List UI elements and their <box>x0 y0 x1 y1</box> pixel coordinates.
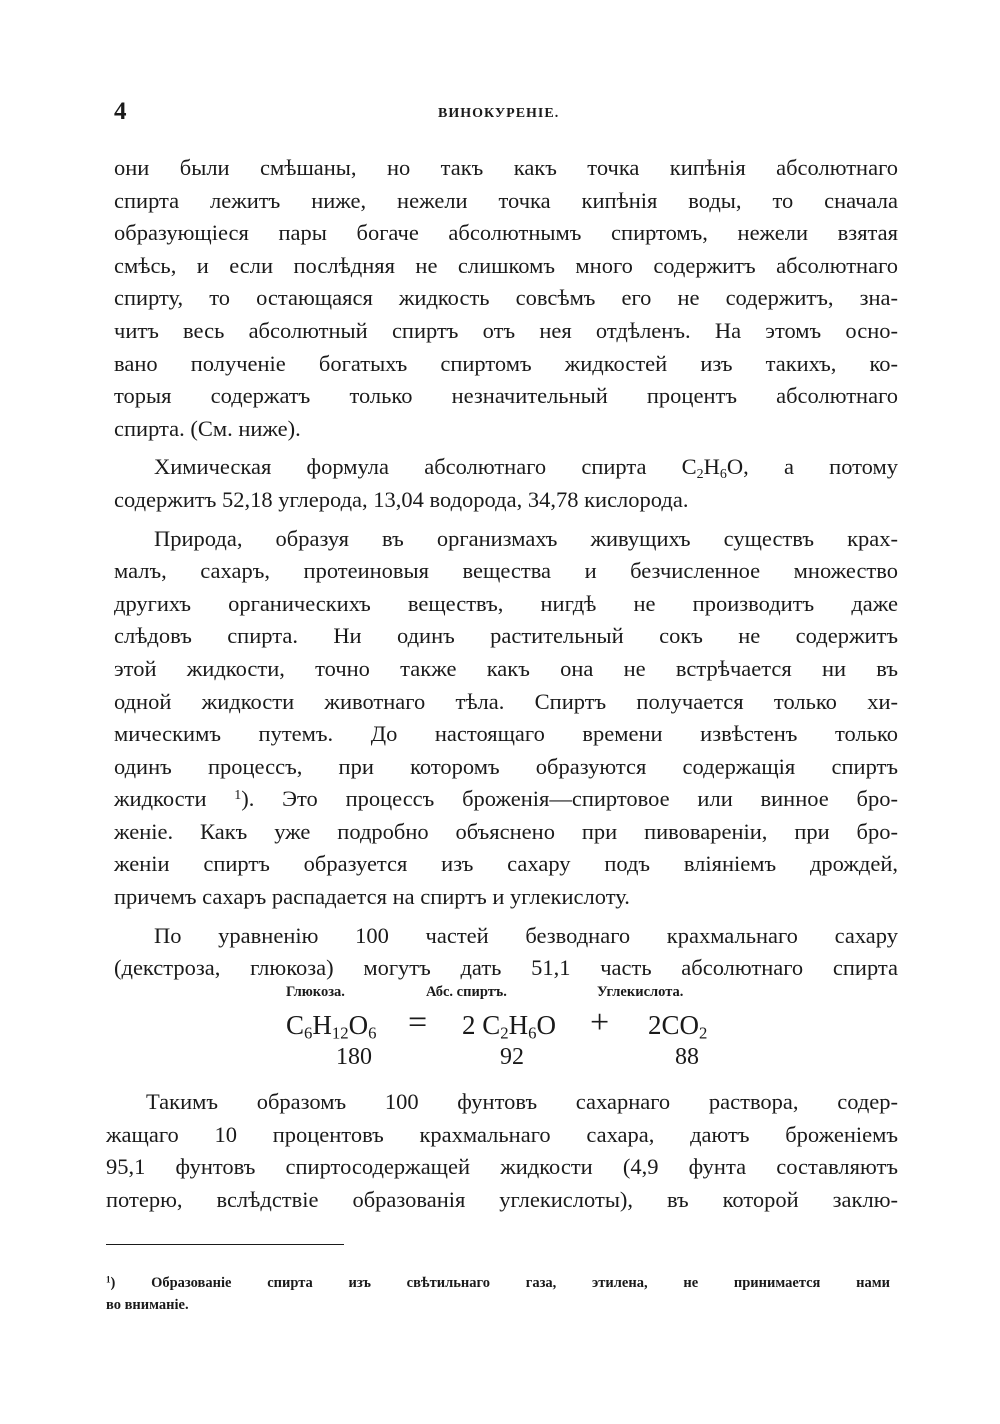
footnote-line: во вниманіе. <box>106 1297 189 1313</box>
subscript: 2 <box>696 467 704 483</box>
text-line: этой жидкости, точно также какъ она не встрѣчается ни въ <box>114 655 898 681</box>
co2-formula: $2CO_2$ <box>648 1010 708 1043</box>
weight-glucose: 180 <box>336 1044 372 1070</box>
text-line: потерю, вслѣдствіе образованія углекислоты), въ которой заклю- <box>106 1186 898 1212</box>
text-line: вано полученіе богатыхъ спиртомъ жидкостей изъ такихъ, ко- <box>114 350 898 376</box>
text-line: причемъ сахаръ распадается на спиртъ и углекислоту. <box>114 884 630 910</box>
text-line: другихъ органическихъ веществъ, нигдѣ не производитъ даже <box>114 590 898 616</box>
text-line: малъ, сахаръ, протеиновыя вещества и безчисленное множество <box>114 558 898 584</box>
text-line: читъ весь абсолютный спиртъ отъ нея отдѣленъ. На этомъ осно- <box>114 317 898 343</box>
footnote-mark: 1 <box>106 1274 111 1285</box>
subscript: 6 <box>719 467 727 483</box>
body-text-top <box>114 152 898 985</box>
text-line: По уравненію 100 частей безводнаго крахмальнаго сахару <box>154 922 898 948</box>
text-line: одной жидкости животнаго тѣла. Спиртъ получается только хи- <box>114 688 898 714</box>
text-line: смѣсь, и если послѣдняя не слишкомъ много содержитъ абсолютнаго <box>114 252 898 278</box>
weight-alcohol: 92 <box>500 1044 524 1070</box>
plus-sign: + <box>590 1004 610 1041</box>
footnote <box>106 1272 890 1316</box>
text-line: содержитъ 52,18 углерода, 13,04 водорода, 34,78 кислорода. <box>114 486 689 512</box>
text-line: образующіеся пары богаче абсолютнымъ спиртомъ, нежели взятая <box>114 220 898 246</box>
weight-co2: 88 <box>675 1044 699 1070</box>
formula-line <box>114 451 898 484</box>
text-line: они были смѣшаны, но такъ какъ точка кипѣнія абсолютнаго <box>114 155 898 180</box>
footnote-reference: 1 <box>234 788 242 804</box>
body-text-bottom <box>106 1086 898 1216</box>
text-line: женіе. Какъ уже подробно объяснено при пивовареніи, при бро- <box>114 818 898 844</box>
footnote-divider <box>106 1244 344 1245</box>
running-head: ВИНОКУРЕНІЕ. <box>438 106 560 121</box>
footnote-text: ) Образованіе спирта изъ свѣтильнаго газа, этилена, не принимается нами <box>110 1275 890 1291</box>
equation-label-alcohol: Абс. спиртъ. <box>426 984 507 1000</box>
text-line: одинъ процессъ, при которомъ образуются содержащія спиртъ <box>114 753 898 779</box>
text-line: спирта лежитъ ниже, нежели точка кипѣнія воды, то сначала <box>114 187 898 213</box>
text-line: слѣдовъ спирта. Ни одинъ растительный сокъ не содержитъ <box>114 623 898 649</box>
formula-text: H <box>703 454 720 480</box>
text-line: мическимъ путемъ. До настоящаго времени извѣстенъ только <box>114 721 898 747</box>
glucose-formula: $C_6H_{12}O_6$ <box>286 1010 377 1043</box>
text-fragment: ). Это процессъ броженія—спиртовое или винное бро- <box>241 786 898 812</box>
text-line: 95,1 фунтовъ спиртосодержащей жидкости (4,9 фунта составляютъ <box>106 1154 898 1180</box>
text-line: Такимъ образомъ 100 фунтовъ сахарнаго раствора, содер- <box>146 1089 898 1114</box>
text-line: спирту, то остающаяся жидкость совсѣмъ его не содержитъ, зна- <box>114 285 898 311</box>
text-line: женіи спиртъ образуется изъ сахару подъ вліяніемъ дрождей, <box>114 851 898 877</box>
equation-label-glucose: Глюкоза. <box>286 984 345 1000</box>
text-line: Природа, образуя въ организмахъ живущихъ существъ крах- <box>154 525 898 551</box>
formula-text: Химическая формула абсолютнаго спирта C <box>154 454 697 480</box>
alcohol-formula: 2 $C_2H_6O$ <box>462 1010 557 1043</box>
footnote-line <box>106 1272 890 1294</box>
equation-label-co2: Углекислота. <box>597 984 684 1000</box>
text-line: (декстроза, глюкоза) могутъ дать 51,1 часть абсолютнаго спирта <box>114 955 898 981</box>
text-fragment: жидкости <box>114 786 235 812</box>
fermentation-equation <box>270 984 750 1084</box>
text-line <box>114 783 898 816</box>
formula-text: O, а потому <box>726 454 898 480</box>
page-number: 4 <box>114 98 127 125</box>
text-line: торыя содержатъ только незначительный процентъ абсолютнаго <box>114 383 898 409</box>
text-line: спирта. (См. ниже). <box>114 415 301 441</box>
text-line: жащаго 10 процентовъ крахмальнаго сахара, даютъ броженіемъ <box>106 1121 898 1147</box>
equals-sign: = <box>408 1004 428 1041</box>
